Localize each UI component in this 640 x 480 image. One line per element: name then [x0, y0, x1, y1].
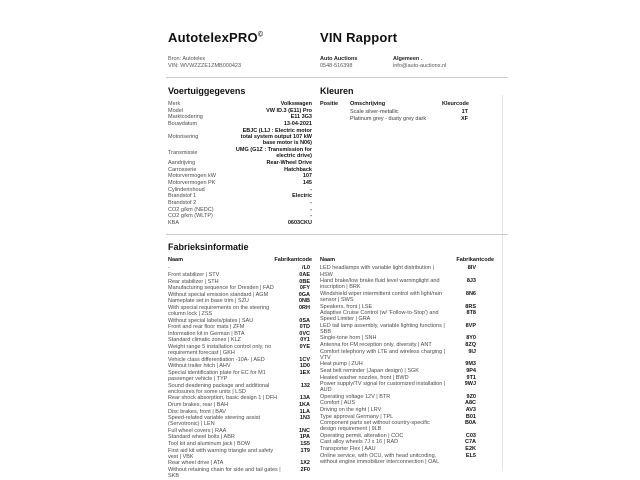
factory-row-code: /L0	[302, 265, 310, 272]
factory-row-name: Operating permit, alteration | COC	[320, 432, 404, 439]
factory-row-name: Single-tone horn | SNH	[320, 335, 377, 342]
factory-row	[320, 381, 508, 393]
header-meta	[168, 56, 508, 70]
factory-row-code: 8RS	[465, 303, 476, 310]
factory-row-code: A8C	[464, 400, 476, 407]
factory-left-table	[168, 265, 312, 479]
vehicle-row	[168, 147, 312, 159]
factory-row-code: 8IV	[467, 265, 476, 272]
factory-row-code: 1LA	[299, 408, 310, 415]
vehicle-row-value: -	[310, 206, 312, 213]
color-row	[320, 116, 508, 122]
vehicle-row-label: Cylinderinhoud	[168, 186, 205, 193]
factory-row-code: 8ZQ	[465, 342, 476, 349]
vehicle-row-label: KBA	[168, 220, 180, 227]
color-row-code: XF	[460, 116, 468, 123]
factory-row-code: 0NB	[298, 298, 310, 305]
vehicle-row-value: VW ID.3 (E11) Pro	[266, 107, 312, 114]
factory-row	[168, 434, 312, 440]
vehicle-section-title: Voertuiggegevens	[168, 86, 246, 96]
factory-row	[168, 363, 312, 369]
factory-row	[320, 349, 508, 361]
factory-row	[168, 370, 312, 382]
vin-label: VIN: WVWZZZE1ZMB000423	[168, 63, 242, 69]
factory-row-code: 1CV	[299, 356, 310, 363]
factory-row	[168, 460, 312, 466]
vehicle-row-value: Volkswagen	[280, 101, 312, 107]
vehicle-row-label: Bouwdatum	[168, 121, 198, 128]
factory-row-name: LED tail lamp assembly, variable lighting functions | SBB	[320, 322, 445, 335]
factory-row-name: Manufacturing sequence for Dresden | FAD	[168, 285, 274, 292]
vehicle-row-label: Model	[168, 107, 183, 114]
factory-header-name: Naam	[168, 256, 183, 263]
factory-row	[168, 337, 312, 343]
factory-row-name: Drum brakes, rear | BAH	[168, 401, 229, 408]
factory-row-name: Vehicle class differentiation -10A- | AED	[168, 356, 265, 363]
general-email-link[interactable]: info@auto-auctions.nl	[393, 63, 447, 69]
factory-row-code: 1NC	[298, 427, 310, 434]
header-divider	[166, 77, 508, 78]
factory-row-code: 9Z0	[466, 393, 476, 400]
vehicle-row-label: Motorvermogen PK	[168, 179, 216, 186]
factory-row-code: 1S5	[300, 440, 310, 447]
factory-row-name: Nameplate set in base trim | SZU	[168, 298, 249, 305]
vehicle-row-value: E11 3G3	[290, 114, 312, 121]
colors-section	[320, 86, 508, 227]
title-row	[168, 30, 508, 45]
vehicle-row-label: Brandstof 1	[168, 193, 197, 200]
factory-row	[168, 383, 312, 395]
factory-row-name: Without special emission standard | AGM	[168, 291, 269, 298]
vehicle-row-label: Aandrijving	[168, 159, 196, 166]
factory-row-code: 0GA	[298, 291, 310, 298]
factory-row-name: Antenna for FM reception only, diversity | ANT	[320, 342, 432, 349]
vehicle-row-value: -	[310, 200, 312, 207]
factory-row	[168, 292, 312, 298]
factory-row	[168, 285, 312, 291]
vehicle-row-value: UMG (G1Z : Transmission for electric drive)	[235, 146, 312, 160]
factory-row-name: Speed-related variable steering assist (Servotronic) | LEN	[168, 415, 261, 428]
factory-row-name: Weight range 5 installation control only, no requirement forecast | GKH	[168, 344, 272, 357]
vehicle-row	[168, 128, 312, 147]
company-phone: 0548-516398	[320, 63, 353, 69]
vehicle-row	[168, 167, 312, 173]
factory-row-code: 1T9	[300, 447, 310, 454]
vehicle-row-value: EBJC (L1J : Electric motor total system output 107 kW base motor is N06)	[240, 127, 312, 147]
colors-header-code: Kleurcode	[442, 101, 469, 107]
vehicle-row-value: -	[310, 186, 312, 193]
factory-column-left	[168, 257, 312, 480]
factory-row	[320, 400, 508, 406]
factory-row-name: Operating voltage 12V | BTR	[320, 393, 391, 400]
vehicle-row	[168, 200, 312, 206]
factory-row-code: 0Y1	[300, 337, 310, 344]
color-row	[320, 109, 508, 115]
factory-row-code: 8J3	[466, 278, 476, 285]
factory-row	[320, 420, 508, 432]
general-label: Algemeen .	[393, 56, 423, 62]
factory-row-name: Front stabilizer | STV	[168, 272, 220, 279]
factory-row-code: B01	[465, 413, 476, 420]
factory-row	[168, 279, 312, 285]
vehicle-row	[168, 121, 312, 127]
factory-row	[168, 265, 312, 271]
factory-row-code: 0AE	[299, 272, 310, 279]
factory-row	[320, 414, 508, 420]
factory-row	[320, 291, 508, 303]
factory-row-code: AV3	[465, 407, 476, 414]
factory-row-code: C03	[465, 432, 476, 439]
factory-row-code: 1N3	[299, 415, 310, 422]
factory-row-name: Cast alloy wheels 7J x 16 | RAD	[320, 439, 399, 446]
colors-table-header	[320, 101, 508, 107]
factory-row-name: Heated washer nozzles, front | BWD	[320, 374, 409, 381]
colors-header-description: Omschrijving	[350, 101, 386, 107]
factory-row-name: LED headlamps with variable light distribution | HSW	[320, 265, 434, 278]
section-divider	[166, 234, 508, 235]
factory-row-code: 132	[300, 382, 310, 389]
factory-row	[168, 441, 312, 447]
factory-row	[168, 298, 312, 304]
factory-row	[168, 467, 312, 479]
vehicle-row	[168, 220, 312, 226]
factory-row	[168, 344, 312, 356]
factory-row-name: Adaptive Cruise Control (w/ 'Follow-to-Stop') and Speed Limiter | GRA	[320, 310, 439, 323]
vehicle-row	[168, 101, 312, 107]
factory-row-code: 8T8	[466, 310, 476, 317]
vehicle-row-label: Merk	[168, 101, 181, 107]
factory-row-name: Rear shock absorption, basic design 1 | DFH	[168, 395, 278, 402]
factory-row	[168, 448, 312, 460]
vehicle-row	[168, 160, 312, 166]
factory-row	[168, 305, 312, 317]
factory-row	[320, 407, 508, 413]
factory-row	[320, 368, 508, 374]
factory-row-name: Comfort telephony with LTE and wireless charging | VTV	[320, 348, 446, 361]
vehicle-table	[168, 101, 312, 226]
colors-table	[320, 109, 508, 123]
factory-row-code: EL5	[465, 452, 476, 459]
factory-row-code: 1X2	[300, 460, 310, 467]
factory-row-name: Seat belt reminder (Japan design) | SGK	[320, 367, 419, 374]
factory-row-code: 0TD	[299, 324, 310, 331]
factory-header-code: Fabrikantcode	[456, 256, 494, 263]
factory-left-header	[168, 257, 312, 263]
factory-row	[168, 402, 312, 408]
vehicle-row	[168, 108, 312, 114]
factory-row-name: Heat pump | ZUH	[320, 361, 363, 368]
factory-row	[320, 453, 508, 465]
factory-row-code: 9IJ	[468, 348, 476, 355]
vehicle-row	[168, 180, 312, 186]
factory-row-name: Rear wheel drive | ATA	[168, 460, 224, 467]
colors-header-position: Positie	[320, 101, 339, 107]
vehicle-row-label: Motorvermogen kW	[168, 173, 216, 180]
factory-columns	[168, 257, 508, 480]
factory-header-name: Naam	[320, 256, 335, 263]
report-content	[168, 30, 508, 480]
app-title-text: AutotelexPRO	[168, 30, 258, 45]
vehicle-row-value: 145	[302, 179, 312, 186]
factory-row-code: 0FY	[299, 285, 310, 292]
factory-row-code: 0RH	[298, 305, 310, 312]
factory-row-name: Sound deadening package and additional enclosures for some units | LSD	[168, 382, 270, 395]
factory-row-code: 2F0	[300, 466, 310, 473]
factory-row-name: Without special labels/plates | SAU	[168, 317, 254, 324]
vehicle-row-label: Marktcodering	[168, 114, 203, 121]
factory-row-name: Special identification plate for EC for M1 passenger vehicle | TYP	[168, 369, 266, 383]
app-title	[168, 30, 320, 45]
source-label: Bron: Autotelex	[168, 56, 206, 62]
factory-row	[168, 395, 312, 401]
vehicle-and-colors-section	[168, 86, 508, 227]
factory-row	[168, 357, 312, 363]
factory-right-header	[320, 257, 508, 263]
vehicle-section	[168, 86, 312, 227]
vehicle-row-value: Hatchback	[284, 166, 312, 173]
factory-row	[320, 446, 508, 452]
factory-row	[168, 324, 312, 330]
vehicle-row	[168, 193, 312, 199]
factory-row	[320, 323, 508, 335]
factory-row-name: Tool kit and aluminum jack | BOW	[168, 440, 251, 447]
factory-row	[168, 415, 312, 427]
factory-row-name: Online service, with OCU, with head unitcoding, without engine immobilizer interconnection | OAL	[320, 452, 440, 465]
factory-row	[320, 361, 508, 367]
factory-row	[168, 428, 312, 434]
factory-row	[320, 265, 508, 277]
vehicle-row-label: Brandstof 2	[168, 200, 197, 207]
vehicle-row	[168, 173, 312, 179]
vehicle-row-value: 107	[302, 173, 312, 180]
factory-row-name: Information kit in German | BTA	[168, 330, 245, 337]
report-header	[168, 30, 508, 70]
factory-row-name: -	[168, 265, 170, 272]
factory-row	[168, 409, 312, 415]
vehicle-row-label: Transmissie	[168, 150, 198, 157]
vehicle-row-label: Motorisering	[168, 134, 199, 141]
vehicle-row	[168, 114, 312, 120]
report-title: VIN Rapport	[320, 30, 398, 45]
vehicle-row	[168, 187, 312, 193]
vehicle-row-label: CO2 g/km (WLTP)	[168, 213, 213, 220]
vehicle-row-value: -	[310, 213, 312, 220]
vehicle-row	[168, 207, 312, 213]
factory-row	[320, 304, 508, 310]
factory-row-code: 1PA	[299, 434, 310, 441]
factory-row	[320, 342, 508, 348]
factory-row-code: 13A	[299, 395, 310, 402]
factory-row-code: 1KA	[298, 401, 310, 408]
factory-row-name: Hand brake/low brake fluid level warninglight and inscription | BRK	[320, 278, 440, 291]
factory-row-name: Speakers, front | LSE	[320, 303, 373, 310]
factory-row-code: 1EX	[299, 369, 310, 376]
factory-row-name: Power supply/TV signal for customized installation | AUD	[320, 381, 446, 394]
factory-right-table	[320, 265, 508, 464]
factory-row-code: 8N6	[465, 290, 476, 297]
colors-section-title: Kleuren	[320, 86, 354, 96]
factory-row	[168, 318, 312, 324]
factory-row-code: 0YE	[299, 344, 310, 351]
factory-section-title: Fabrieksinformatie	[168, 241, 249, 252]
factory-info-section	[168, 242, 508, 480]
factory-row	[320, 310, 508, 322]
company-block	[320, 56, 393, 70]
color-row-position	[320, 109, 350, 115]
color-row-position	[320, 116, 350, 122]
factory-row-name: Transporter Flex | AAU	[320, 446, 376, 453]
vehicle-row	[168, 213, 312, 219]
factory-row-name: Disc brakes, front | BAV	[168, 408, 226, 415]
factory-row-name: With special requirements on the steering column lock | ZSS	[168, 305, 270, 318]
factory-row-name: First aid kit with warning triangle and safety vest | VBK	[168, 447, 274, 460]
factory-row	[320, 433, 508, 439]
factory-row-code: 9M3	[465, 361, 476, 368]
company-name: Auto Auctions	[320, 56, 358, 62]
factory-row-code: 9T1	[466, 374, 476, 381]
factory-row-code: E2K	[465, 446, 476, 453]
factory-row-name: Without trailer hitch | AHV	[168, 363, 231, 370]
factory-row-code: B0A	[464, 420, 476, 427]
color-row-description: Scale silver-metallic	[350, 108, 399, 115]
factory-row	[320, 335, 508, 341]
factory-row-code: 0SA	[299, 317, 310, 324]
factory-row-name: Standard climatic zones | KLZ	[168, 337, 241, 344]
factory-row-code: 9WJ	[464, 381, 476, 388]
color-row-code: 1T	[461, 108, 468, 115]
factory-row	[320, 439, 508, 445]
general-block	[393, 56, 446, 70]
factory-column-right	[320, 257, 508, 480]
factory-row	[168, 272, 312, 278]
factory-row-code: 0VC	[299, 330, 310, 337]
vehicle-row-value: 13-04-2021	[283, 121, 312, 128]
vehicle-row-value: Electric	[292, 193, 312, 200]
factory-row-name: Full wheel covers | RAA	[168, 427, 227, 434]
factory-row	[320, 394, 508, 400]
factory-row-code: 0BE	[299, 278, 310, 285]
vehicle-row-label: Carrosserie	[168, 166, 197, 173]
vehicle-row-label: CO2 g/km (NEDC)	[168, 206, 214, 213]
factory-row-code: 9P4	[466, 367, 476, 374]
factory-row-name: Comfort | AUS	[320, 400, 356, 407]
factory-row	[320, 278, 508, 290]
vehicle-row-value: Rear-Wheel Drive	[266, 159, 312, 166]
factory-row	[320, 375, 508, 381]
vehicle-row-value: 0603CKU	[287, 220, 312, 227]
factory-row-code: 8Y0	[466, 335, 476, 342]
source-block	[168, 56, 320, 70]
factory-row-name: Standard wheel bolts | ABR	[168, 434, 235, 441]
copyright-mark: ©	[257, 31, 264, 39]
factory-row-name: Front and rear floor mats | ZFM	[168, 324, 245, 331]
factory-row-name: Component parts set without country-specific design requirement | 9LB	[320, 420, 430, 433]
factory-header-code: Fabrikantcode	[274, 256, 312, 263]
factory-row-name: Driving on the right | LRV	[320, 407, 382, 414]
factory-row-code: 1D0	[299, 363, 310, 370]
factory-row-code: C7A	[464, 439, 476, 446]
factory-row	[168, 331, 312, 337]
factory-row-name: Without retaining chain for side and tail gates | SKB	[168, 466, 281, 479]
color-row-description: Platinum grey - dusty grey dark	[350, 116, 427, 123]
factory-row-name: Rear stabilizer | STH	[168, 278, 219, 285]
factory-row-name: Windshield wiper intermittent control with light/rain sensor | SWS	[320, 290, 442, 303]
factory-row-code: 8VP	[465, 322, 476, 329]
factory-row-name: Type approval Germany | TPL	[320, 413, 394, 420]
